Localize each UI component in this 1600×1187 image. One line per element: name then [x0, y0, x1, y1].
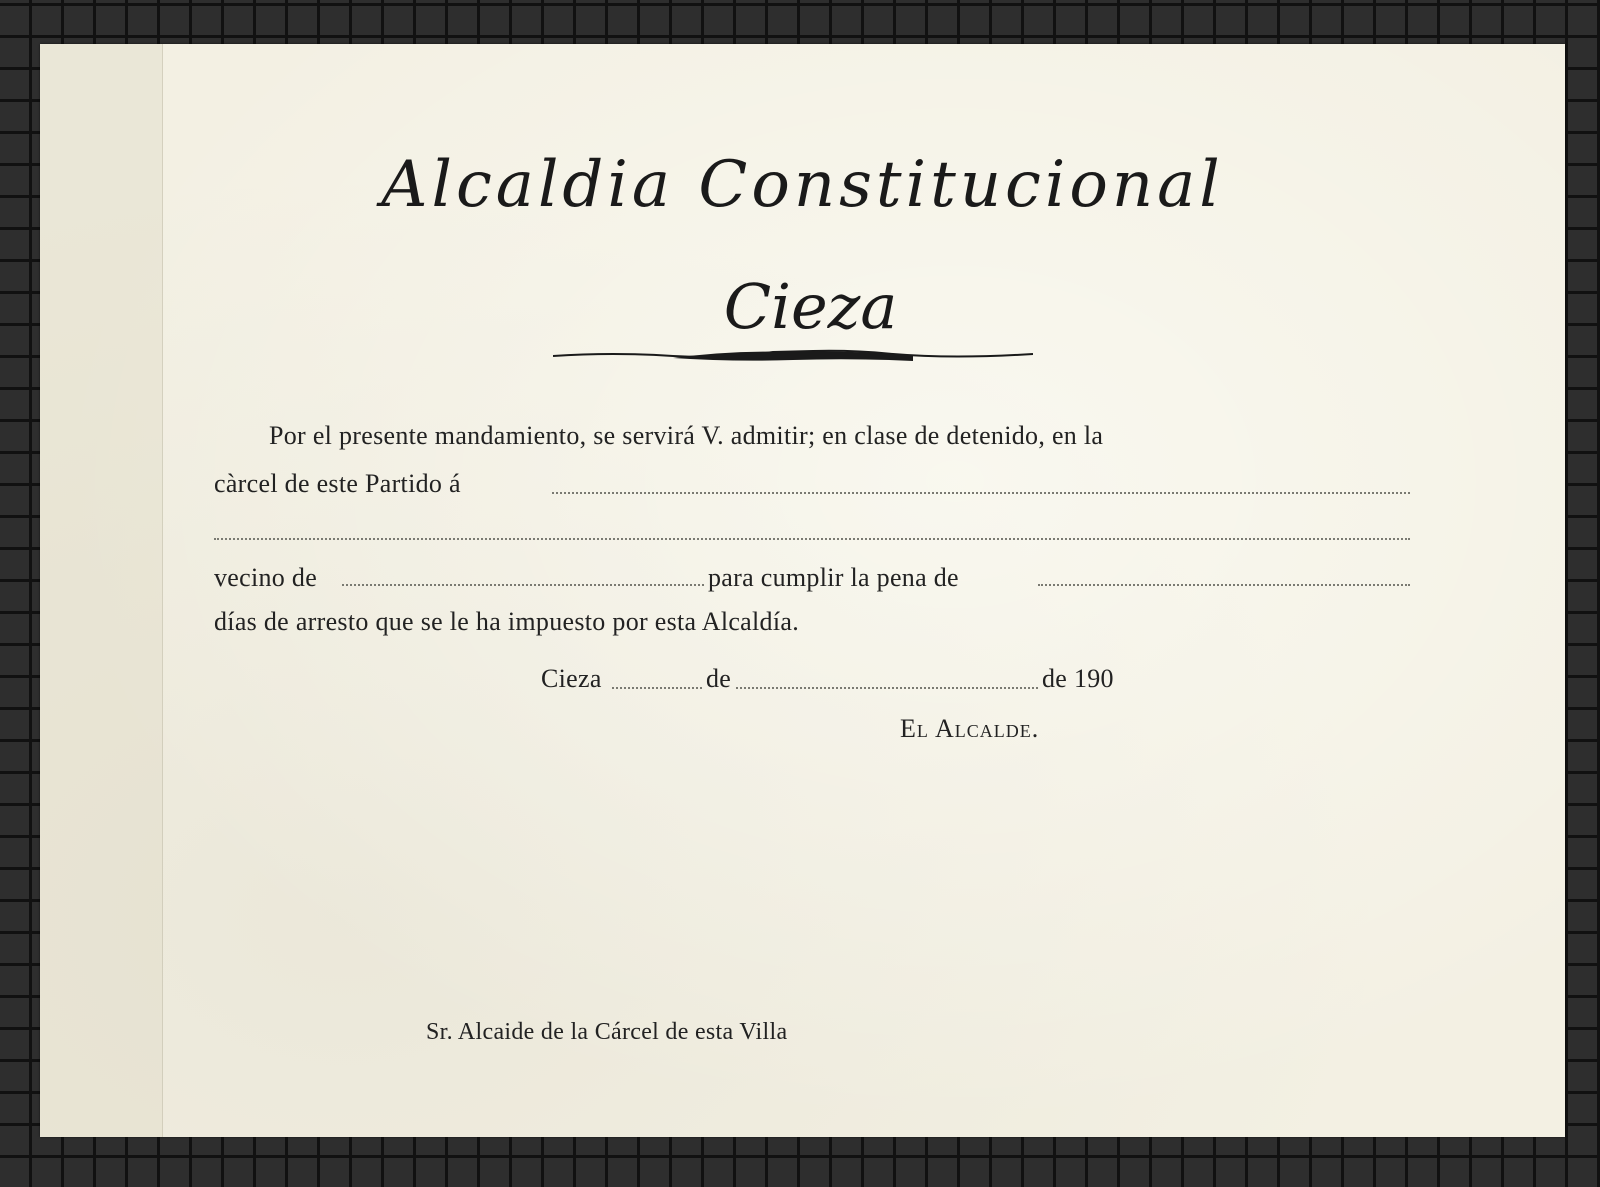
- blank-name-field: [552, 492, 1410, 494]
- document-sheet: [40, 44, 1565, 1137]
- body-line-1: Por el presente mandamiento, se servirá V. admitir; en clase de detenido, en la: [269, 421, 1104, 450]
- blank-vecino-field: [342, 584, 704, 586]
- date-year: de 190: [1042, 664, 1114, 693]
- body-line-4: días de arresto que se le ha impuesto por esta Alcaldía.: [214, 607, 800, 636]
- date-place: Cieza: [541, 664, 602, 693]
- pena-label: para cumplir la pena de: [708, 563, 959, 592]
- addressee: Sr. Alcaide de la Cárcel de esta Villa: [426, 1019, 788, 1045]
- blank-month-field: [736, 687, 1038, 689]
- signatory-title: El Alcalde.: [900, 714, 1040, 743]
- body-line-2: càrcel de este Partido á: [214, 469, 461, 498]
- vecino-label: vecino de: [214, 563, 318, 592]
- blank-day-field: [612, 687, 702, 689]
- blank-name-field-2: [214, 538, 1410, 540]
- title-ornament: [553, 344, 1033, 368]
- town-name: Cieza: [723, 270, 898, 343]
- blank-pena-field: [1038, 584, 1410, 586]
- date-de: de: [706, 664, 732, 693]
- document-title: Alcaldia Constitucional: [381, 148, 1224, 222]
